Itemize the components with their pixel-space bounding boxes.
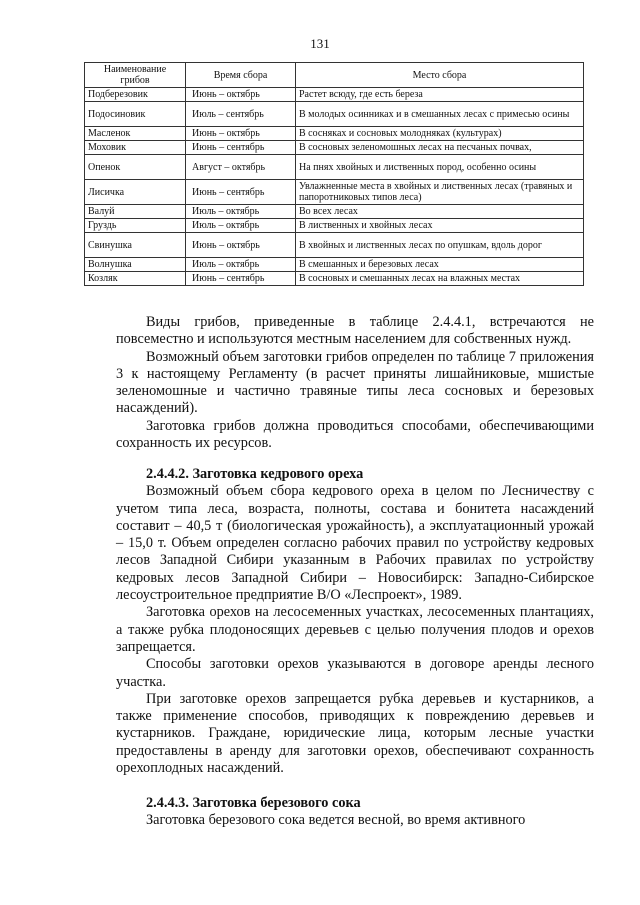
table-row bbox=[85, 205, 584, 219]
cell-place: В сосняках и сосновых молодняках (культурах) bbox=[296, 127, 584, 141]
cell-place: В смешанных и березовых лесах bbox=[296, 258, 584, 272]
mushroom-table bbox=[84, 62, 584, 286]
page-number: 131 bbox=[310, 36, 330, 51]
header-name: Наименование грибов bbox=[85, 63, 186, 88]
table-row bbox=[85, 102, 584, 127]
cell-time: Июнь – октябрь bbox=[186, 127, 296, 141]
paragraph: Заготовка грибов должна проводиться способами, обеспечивающими сохранность их ресурсов. bbox=[116, 417, 594, 452]
section-birch-sap bbox=[116, 795, 594, 830]
table-row bbox=[85, 155, 584, 180]
table-row bbox=[85, 141, 584, 155]
cell-name: Валуй bbox=[85, 205, 186, 219]
cell-name: Козляк bbox=[85, 272, 186, 286]
section-mushrooms-text bbox=[116, 314, 594, 452]
cell-name: Опенок bbox=[85, 155, 186, 180]
cell-name: Свинушка bbox=[85, 233, 186, 258]
cell-place: В молодых осинниках и в смешанных лесах с примесью осины bbox=[296, 102, 584, 127]
cell-time: Август – октябрь bbox=[186, 155, 296, 180]
table-row bbox=[85, 180, 584, 205]
section-heading: 2.4.4.3. Заготовка березового сока bbox=[146, 795, 361, 811]
cell-place: Увлажненные места в хвойных и лиственных лесах (травяных и папоротниковых типов леса) bbox=[296, 180, 584, 205]
cell-place: В сосновых зеленомошных лесах на песчаных почвах, bbox=[296, 141, 584, 155]
table-row bbox=[85, 233, 584, 258]
table-row bbox=[85, 219, 584, 233]
cell-place: Растет всюду, где есть береза bbox=[296, 88, 584, 102]
table-row bbox=[85, 88, 584, 102]
cell-place: Во всех лесах bbox=[296, 205, 584, 219]
cell-time: Июль – октябрь bbox=[186, 205, 296, 219]
table-row bbox=[85, 127, 584, 141]
cell-place: На пнях хвойных и лиственных пород, особенно осины bbox=[296, 155, 584, 180]
paragraph: Способы заготовки орехов указываются в договоре аренды лесного участка. bbox=[116, 656, 594, 690]
cell-time: Июль – октябрь bbox=[186, 219, 296, 233]
paragraph: Заготовка орехов на лесосеменных участках, лесосеменных плантациях, а также рубка плодоносящих деревьев с целью получения плодов и орехов запрещается. bbox=[116, 604, 594, 655]
cell-name: Груздь bbox=[85, 219, 186, 233]
cell-name: Масленок bbox=[85, 127, 186, 141]
cell-place: В сосновых и смешанных лесах на влажных местах bbox=[296, 272, 584, 286]
cell-time: Июнь – октябрь bbox=[186, 233, 296, 258]
cell-time: Июль – октябрь bbox=[186, 258, 296, 272]
paragraph: Заготовка березового сока ведется весной, во время активного bbox=[146, 812, 526, 829]
cell-place: В хвойных и лиственных лесах по опушкам, вдоль дорог bbox=[296, 233, 584, 258]
paragraph: Возможный объем сбора кедрового ореха в целом по Лесничеству с учетом типа леса, возраста, полноты, состава и бонитета насаждений составит – 40,5 т (биологическая урожайность), а эксплуатационный урожай – 15,0 т. Объем определен согласно рабочих правил по устройству кедровых лесов Западной Сибири указанным в Рабочих правилах по устройству кедровых лесов Западной Сибири – Новосибирск: Западно-Сибирское лесоустроительное предприятие В/О «Леспроект», 1989. bbox=[116, 483, 594, 604]
cell-name: Лисичка bbox=[85, 180, 186, 205]
cell-name: Волнушка bbox=[85, 258, 186, 272]
table-row bbox=[85, 272, 584, 286]
cell-time: Июнь – октябрь bbox=[186, 88, 296, 102]
table-row bbox=[85, 258, 584, 272]
cell-time: Июнь – сентябрь bbox=[186, 272, 296, 286]
cell-time: Июнь – сентябрь bbox=[186, 180, 296, 205]
section-heading: 2.4.4.2. Заготовка кедрового ореха bbox=[146, 466, 364, 482]
section-cedar-nut bbox=[116, 466, 594, 777]
paragraph: Возможный объем заготовки грибов определен по таблице 7 приложения 3 к настоящему Регламенту (в расчет приняты лишайниковые, мшистые зеленомошные и частично травяные типы леса сосновых и березовых насаждений). bbox=[116, 348, 594, 417]
cell-time: Июнь – сентябрь bbox=[186, 141, 296, 155]
cell-name: Подберезовик bbox=[85, 88, 186, 102]
cell-name: Подосиновик bbox=[85, 102, 186, 127]
header-place: Место сбора bbox=[296, 63, 584, 88]
cell-place: В лиственных и хвойных лесах bbox=[296, 219, 584, 233]
table-header-row bbox=[85, 63, 584, 88]
header-time: Время сбора bbox=[186, 63, 296, 88]
paragraph: При заготовке орехов запрещается рубка деревьев и кустарников, а также применение способов, приводящих к повреждению деревьев и кустарников. Граждане, юридические лица, которым лесные участки предоставлены в аренду для заготовки орехов, обеспечивают сохранность орехоплодных насаждений. bbox=[116, 690, 594, 777]
paragraph: Виды грибов, приведенные в таблице 2.4.4.1, встречаются не повсеместно и используются местным населением для собственных нужд. bbox=[116, 314, 594, 348]
cell-name: Моховик bbox=[85, 141, 186, 155]
cell-time: Июль – сентябрь bbox=[186, 102, 296, 127]
